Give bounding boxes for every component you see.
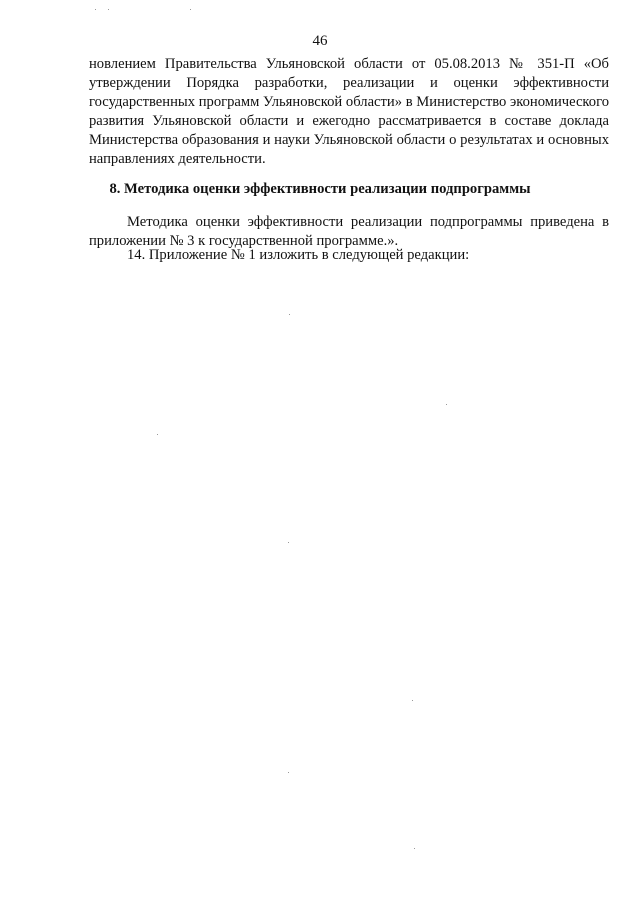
page-number: 46	[312, 33, 328, 49]
scan-speck	[288, 542, 289, 543]
scan-speck	[95, 9, 96, 10]
method-paragraph: Методика оценки эффективности реализации подпрограммы приведена в приложении № 3 к государственной программе.».	[89, 214, 609, 249]
scan-speck	[446, 404, 447, 405]
continuation-paragraph-block	[89, 55, 609, 169]
scan-speck	[412, 700, 413, 701]
item-14-paragraph: 14. Приложение № 1 изложить в следующей редакции:	[127, 247, 470, 263]
scan-speck	[288, 772, 289, 773]
section-heading: 8. Методика оценки эффективности реализации подпрограммы	[109, 181, 531, 197]
continuation-paragraph: новлением Правительства Ульяновской области от 05.08.2013 № 351-П «Об утверждении Порядка разработки, реализации и оценки эффективности государственных программ Ульяновской области» в Министерство экономического развития Ульяновской области и ежегодно рассматривается в составе доклада Министерства образования и науки Ульяновской области о результатах и основных направлениях деятельности.	[89, 56, 609, 167]
item-14-block	[89, 246, 609, 265]
scan-speck	[190, 9, 191, 10]
scan-speck	[108, 9, 109, 10]
scan-speck	[157, 434, 158, 435]
scan-speck	[289, 314, 290, 315]
scan-speck	[414, 848, 415, 849]
